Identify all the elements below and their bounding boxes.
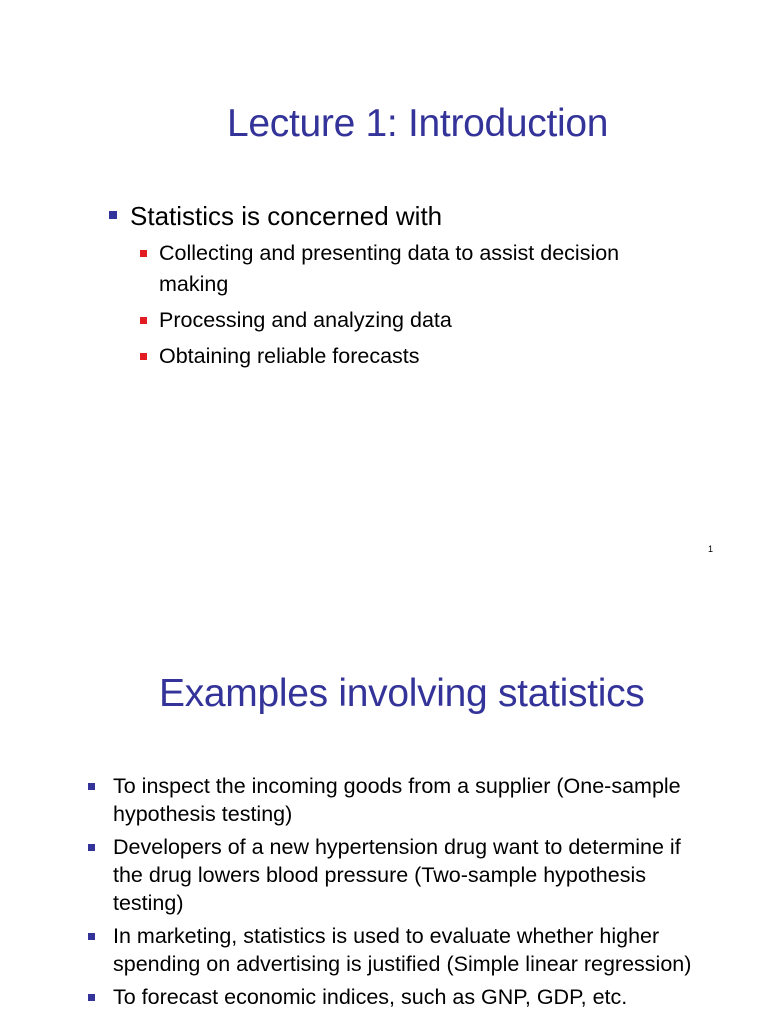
bullet-item [88, 833, 708, 917]
slide-title: Lecture 1: Introduction [227, 102, 609, 145]
square-bullet-icon [88, 844, 95, 851]
sub-bullet-text: Collecting and presenting data to assist decision making [159, 241, 620, 296]
bullet-list [88, 772, 708, 1016]
sub-bullet-list [138, 238, 717, 372]
bullet-text: To inspect the incoming goods from a supplier (One-sample hypothesis testing) [113, 774, 681, 826]
square-bullet-icon [140, 250, 147, 257]
bullet-item [88, 772, 708, 828]
sub-bullet-item [138, 305, 689, 336]
sub-bullet-item [138, 341, 689, 372]
bullet-item [88, 983, 708, 1011]
bullet-list [109, 200, 709, 377]
sub-bullet-text: Obtaining reliable forecasts [159, 344, 420, 368]
square-bullet-icon [88, 783, 95, 790]
square-bullet-icon [140, 353, 147, 360]
sub-bullet-item [138, 238, 689, 300]
square-bullet-icon [109, 211, 117, 219]
bullet-item [88, 922, 708, 978]
page-number: 1 [707, 544, 713, 554]
bullet-text: In marketing, statistics is used to evaluate whether higher spending on advertising is justified (Simple linear regression) [113, 924, 692, 976]
bullet-text: Developers of a new hypertension drug want to determine if the drug lowers blood pressure (Two-sample hypothesis testing) [113, 835, 681, 915]
square-bullet-icon [88, 933, 95, 940]
square-bullet-icon [140, 317, 147, 324]
bullet-item [109, 200, 709, 372]
bullet-text: Statistics is concerned with [130, 201, 443, 231]
sub-bullet-text: Processing and analyzing data [159, 308, 452, 332]
square-bullet-icon [88, 994, 95, 1001]
slide-2 [0, 640, 768, 1024]
slide-title: Examples involving statistics [159, 672, 645, 715]
bullet-text: To forecast economic indices, such as GNP, GDP, etc. [113, 985, 628, 1009]
